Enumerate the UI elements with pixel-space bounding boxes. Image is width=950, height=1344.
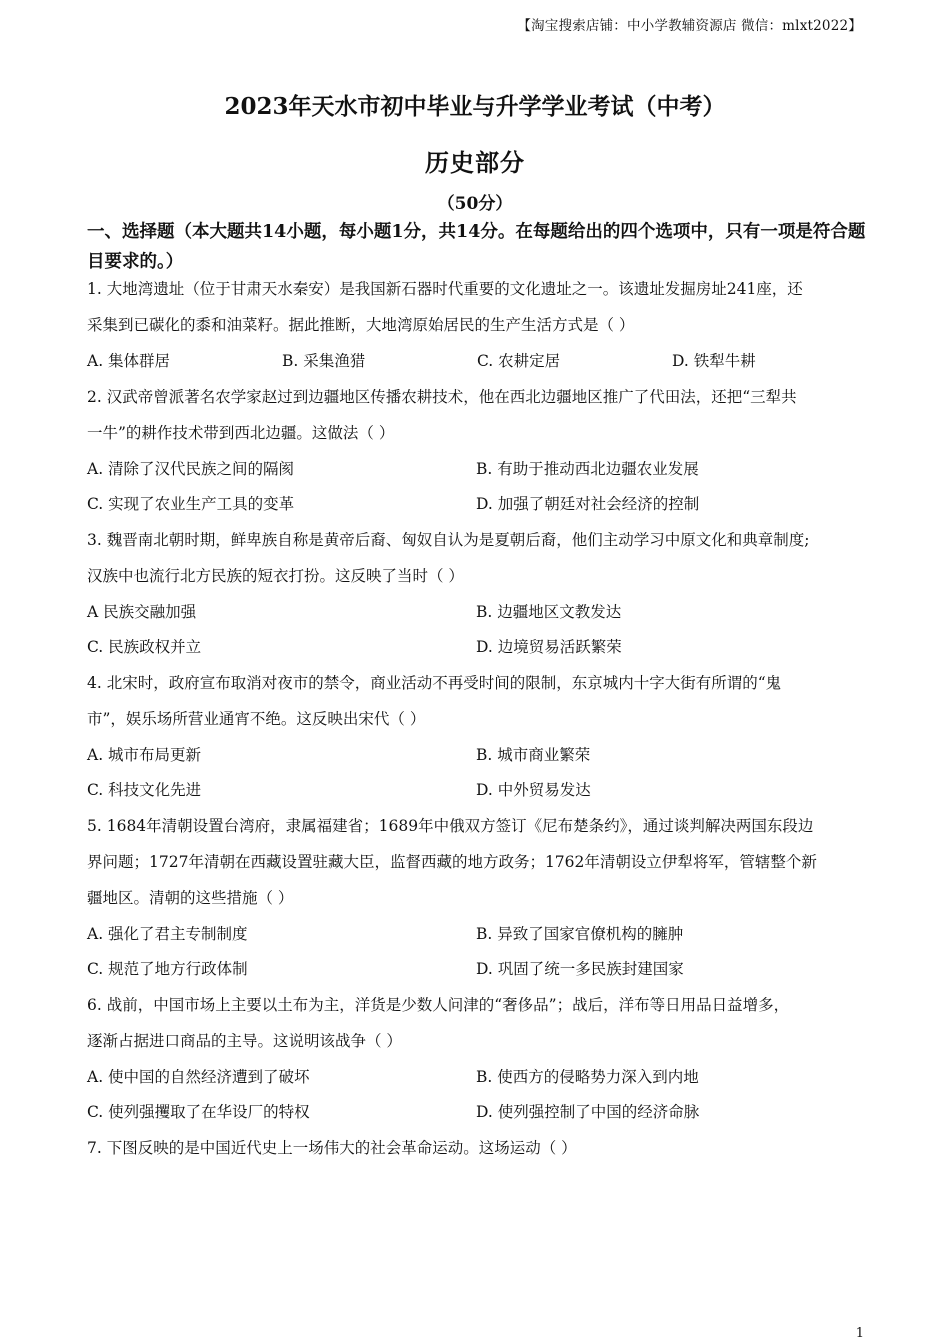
question-1 xyxy=(87,274,867,382)
options-row xyxy=(87,1062,867,1098)
question-stem-line: 一牛”的耕作技术带到西北边疆。这做法（ ） xyxy=(87,423,395,442)
options-row xyxy=(87,1097,867,1133)
option-c: C. 规范了地方行政体制 xyxy=(87,960,248,978)
options-row xyxy=(87,775,867,811)
question-stem-line: 采集到已碳化的黍和油菜籽。据此推断，大地湾原始居民的生产生活方式是（ ） xyxy=(87,316,635,334)
option-d: D. 中外贸易发达 xyxy=(476,781,591,799)
option-d: D. 边境贸易活跃繁荣 xyxy=(476,638,622,656)
header-note: 【淘宝搜索店铺：中小学教辅资源店 微信：mlxt2022】 xyxy=(517,18,862,34)
question-stem-line: 5. 1684年清朝设置台湾府，隶属福建省；1689年中俄双方签订《尼布楚条约》，通过谈判解决两国东段边 xyxy=(87,816,814,835)
option-d: D. 巩固了统一多民族封建国家 xyxy=(476,960,684,978)
option-a: A. 强化了君主专制制度 xyxy=(87,924,248,943)
exam-subtitle: 历史部分 xyxy=(425,148,525,177)
option-d: D. 铁犁牛耕 xyxy=(672,352,756,370)
question-stem-line: 4. 北宋时，政府宣布取消对夜市的禁令，商业活动不再受时间的限制，东京城内十字大街有所谓的“鬼 xyxy=(87,673,782,692)
question-stem-line: 6. 战前，中国市场上主要以土布为主，洋货是少数人问津的“奢侈品”；战后，洋布等日用品日益增多， xyxy=(87,995,790,1014)
question-stem-line: 1. 大地湾遗址（位于甘肃天水秦安）是我国新石器时代重要的文化遗址之一。该遗址发掘房址241座，还 xyxy=(87,280,803,298)
question-stem-line: 7. 下图反映的是中国近代史上一场伟大的社会革命运动。这场运动（ ） xyxy=(87,1138,577,1157)
option-b: B. 异致了国家官僚机构的臃肿 xyxy=(476,924,684,943)
options-row xyxy=(87,954,867,990)
exam-title: 2023年天水市初中毕业与升学学业考试（中考） xyxy=(224,93,726,120)
option-a: A. 清除了汉代民族之间的隔阂 xyxy=(87,459,295,478)
option-a: A. 集体群居 xyxy=(87,352,171,370)
question-list xyxy=(87,274,867,1169)
section-heading: 一、选择题（本大题共14小题，每小题1分，共14分。在每题给出的四个选项中，只有一项是符合题目要求的。） xyxy=(87,222,866,272)
option-d: D. 加强了朝廷对社会经济的控制 xyxy=(476,495,700,513)
options-row xyxy=(87,489,867,525)
option-a: A. 城市布局更新 xyxy=(87,745,202,764)
question-5 xyxy=(87,811,867,990)
options-row xyxy=(87,346,867,382)
option-c: C. 使列强攫取了在华设厂的特权 xyxy=(87,1103,310,1121)
option-a: A. 使中国的自然经济遭到了破坏 xyxy=(87,1067,310,1086)
question-3 xyxy=(87,525,867,668)
question-stem-line: 逐渐占据进口商品的主导。这说明该战争（ ） xyxy=(87,1031,402,1050)
option-b: B. 采集渔猎 xyxy=(282,352,366,370)
question-stem-line: 3. 魏晋南北朝时期，鲜卑族自称是黄帝后裔、匈奴自认为是夏朝后裔，他们主动学习中原文化和典章制度; xyxy=(87,530,810,549)
question-stem-line: 界问题；1727年清朝在西藏设置驻藏大臣，监督西藏的地方政务；1762年清朝设立伊犁将军，管辖整个新 xyxy=(87,852,817,871)
option-b: B. 使西方的侵略势力深入到内地 xyxy=(476,1067,699,1086)
option-b: B. 城市商业繁荣 xyxy=(476,745,591,764)
option-c: C. 农耕定居 xyxy=(477,352,561,370)
option-d: D. 使列强控制了中国的经济命脉 xyxy=(476,1103,700,1121)
options-row xyxy=(87,597,867,633)
options-row xyxy=(87,740,867,776)
question-stem-line: 市”，娱乐场所营业通宵不绝。这反映出宋代（ ） xyxy=(87,709,426,728)
option-c: C. 民族政权并立 xyxy=(87,638,202,656)
question-6 xyxy=(87,990,867,1133)
option-b: B. 有助于推动西北边疆农业发展 xyxy=(476,459,699,478)
question-4 xyxy=(87,668,867,811)
question-stem-line: 汉族中也流行北方民族的短衣打扮。这反映了当时（ ） xyxy=(87,566,464,585)
question-2 xyxy=(87,382,867,525)
option-c: C. 实现了农业生产工具的变革 xyxy=(87,495,295,513)
options-row xyxy=(87,454,867,490)
total-score: （50分） xyxy=(437,194,513,214)
option-a: A 民族交融加强 xyxy=(87,602,197,621)
option-b: B. 边疆地区文教发达 xyxy=(476,602,622,621)
options-row xyxy=(87,919,867,955)
question-stem-line: 疆地区。清朝的这些措施（ ） xyxy=(87,888,294,907)
page-number: 1 xyxy=(855,1326,864,1341)
question-7 xyxy=(87,1133,867,1169)
option-c: C. 科技文化先进 xyxy=(87,781,202,799)
question-stem-line: 2. 汉武帝曾派著名农学家赵过到边疆地区传播农耕技术，他在西北边疆地区推广了代田法，还把“三犁共 xyxy=(87,387,797,406)
options-row xyxy=(87,632,867,668)
